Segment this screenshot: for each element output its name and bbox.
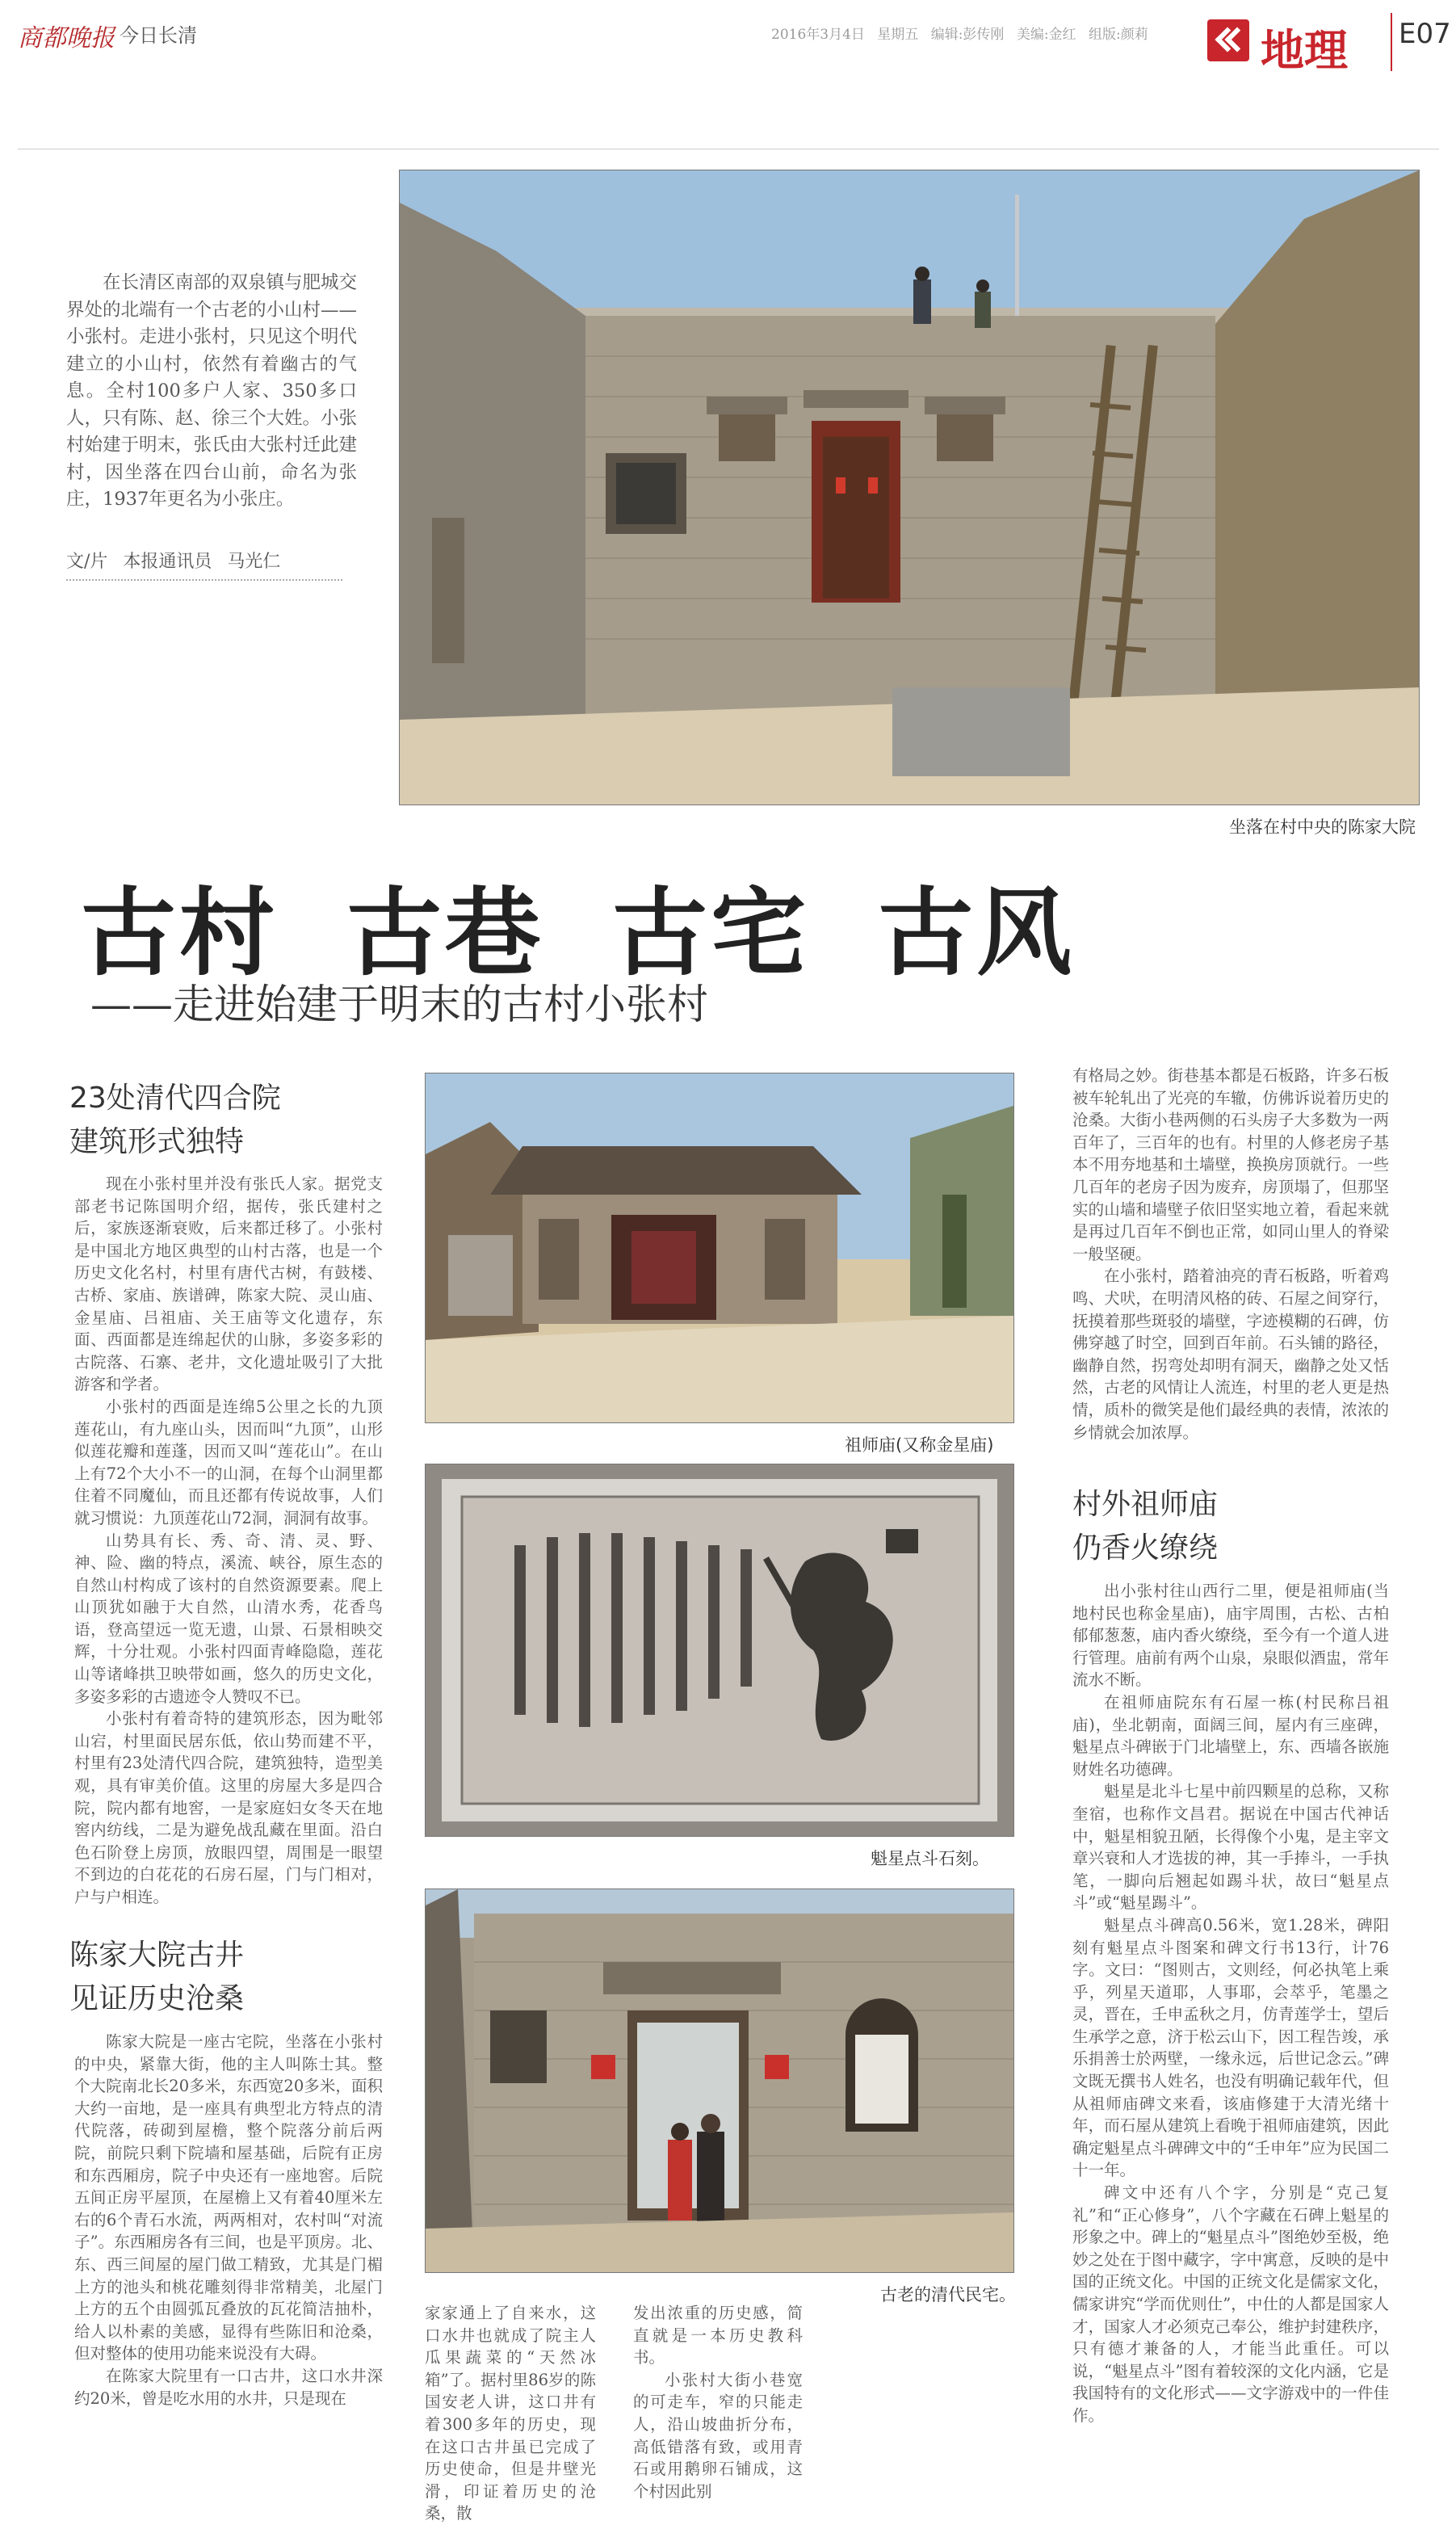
- section-heading-line: 23处清代四合院: [69, 1082, 281, 1115]
- paragraph: 现在小张村里并没有张氏人家。据党支部老书记陈国明介绍，据传，张氏建村之后，家族逐渐衰败，后来都迁移了。小张村是中国北方地区典型的山村古落，也是一个历史文化名村，村里有唐代古树，有鼓楼、古桥、家庙、族谱碑，陈家大院、灵山庙、金星庙、吕祖庙、关王庙等文化遗存，东面、西面都是连绵起伏的山脉，多姿多彩的古院落、石寨、老井，文化遗址吸引了大批游客和学者。: [74, 1174, 383, 1394]
- column-4-text-a: [1072, 1065, 1389, 1443]
- paragraph: 小张村的西面是连绵5公里之长的九顶莲花山，有九座山头，因而叫“九顶”，山形似莲花瓣和莲蓬，因而又叫“莲花山”。在山上有72个大小不一的山洞，在每个山洞里都住着不同魔仙，而且还都有传说故事，人们就习惯说：九顶莲花山72洞，洞洞有故事。: [74, 1397, 383, 1527]
- issue-meta: 2016年3月4日 星期五 编辑:彭传刚 美编:金红 组版:颜莉: [771, 27, 1148, 43]
- newspaper-logo: 商都晚报: [18, 24, 115, 53]
- section-heading-temple: [1072, 1483, 1218, 1570]
- paragraph: 在陈家大院里有一口古井，这口水井深约20米，曾是吃水用的水井，只是现在: [74, 2366, 383, 2408]
- ancestral-temple-photo: [425, 1073, 1014, 1423]
- paragraph: 出小张村往山西行二里，便是祖师庙(当地村民也称金星庙)，庙宇周围，古松、古柏郁郁葱葱，庙内香火缭绕，至今有一个道人进行管理。庙前有两个山泉，泉眼似酒盅，常年流水不断。: [1072, 1582, 1389, 1690]
- column-2-text: [425, 2302, 596, 2525]
- qing-dynasty-house-photo: [425, 1888, 1014, 2273]
- house-photo-caption: 古老的清代民宅。: [880, 2285, 1016, 2304]
- paragraph: 魁星点斗碑高0.56米，宽1.28米，碑阳刻有魁星点斗图案和碑文行书13行，计76字。文曰：“图则古，文则经，何必执笔上乘乎，列星天道耶，人事耶，会萃乎，笔墨之灵，晋在，壬申孟秋之月，仿青莲学士，望后生承学之意，济于松云山下，因工程告竣，承乐捐善士於两壁，一缘永远，后世记念云。”碑文既无撰书人姓名，也没有明确记载年代，但从祖师庙碑文来看，该庙修建于大清光绪十年，而石屋从建筑上看晚于祖师庙建筑，因此确定魁星点斗碑碑文中的“壬申年”应为民国二十一年。: [1072, 1915, 1389, 2180]
- top-photo-caption: 坐落在村中央的陈家大院: [1229, 817, 1416, 837]
- paragraph: 小张村有着奇特的建筑形态，因为毗邻山宕，村里面民居东低，依山势而建不平，村里有23处清代四合院，建筑独特，造型美观，具有审美价值。这里的房屋大多是四合院，院内都有地窖，一是家庭妇女冬天在地窖内纺线，二是为避免战乱藏在里面。沿白色石阶登上房顶，放眼四望，周围是一眼望不到边的白花花的石房石屋，门与门相对，户与户相连。: [74, 1709, 383, 1906]
- subheadline: ——走进始建于明末的古村小张村: [90, 981, 709, 1029]
- column-3-text: [633, 2302, 803, 2502]
- section-name: 今日长清: [120, 24, 197, 47]
- paragraph: 陈家大院是一座古宅院，坐落在小张村的中央，紧靠大街，他的主人叫陈士其。整个大院南北长20多米，东西宽20多米，面积大约一亩地，是一座具有典型北方特点的清代院落，砖砌到屋檐，整个院落分前后两院，前院只剩下院墙和屋基础，后院有正房和东西厢房，院子中央还有一座地窖。后院五间正房平屋顶，在屋檐上又有着40厘米左右的6个青石水流，两两相对，农村叫“对流子”。东西厢房各有三间，也是平顶房。北、东、西三间屋的屋门做工精致，尤其是门楣上方的池头和桃花雕刻得非常精美，北屋门上方的五个由圆弧瓦叠放的瓦花简洁抽朴，给人以朴素的美感，显得有些陈旧和沧桑，但对整体的使用功能来说没有大碍。: [74, 2032, 383, 2363]
- paragraph: 发出浓重的历史感，简直就是一本历史教科书。: [633, 2304, 803, 2367]
- paragraph: 碑文中还有八个字，分别是“克己复礼”和“正心修身”，八个字藏在石碑上魁星的形象之中。碑上的“魁星点斗”图绝妙至极，绝妙之处在于图中藏字，字中寓意，反映的是中国的正统文化。中国的正统文化是儒家文化，儒家讲究“学而优则仕”，中仕的人都是国家人才，国家人才必须克己奉公，维护封建秩序，只有德才兼备的人，才能当此重任。可以说，“魁星点斗”图有着较深的文化内涵，它是我国特有的文化形式——文字游戏中的一件佳作。: [1072, 2183, 1389, 2425]
- kuixing-stone-carving-photo: [425, 1464, 1014, 1837]
- section-heading-line: 见证历史沧桑: [69, 1982, 245, 2015]
- column-1-text-a: [74, 1173, 383, 1909]
- section-heading-line: 陈家大院古井: [69, 1939, 245, 1972]
- channel-name: 地理: [1261, 24, 1348, 76]
- section-heading-line: 建筑形式独特: [69, 1125, 245, 1158]
- paragraph: 在小张村，踏着油亮的青石板路，听着鸡鸣、犬吠，在明清风格的砖、石屋之间穿行，抚摸着那些斑驳的墙壁，字迹模糊的石碑，仿佛穿越了时空，回到百年前。石头铺的路径，幽静自然，拐弯处却明有洞天，幽静之处又恬然，古老的风情让人流连，村里的老人更是热情，质朴的微笑是他们最经典的表情，浓浓的乡情就会加浓厚。: [1072, 1267, 1389, 1442]
- stone-carving-caption: 魁星点斗石刻。: [871, 1849, 989, 1868]
- paragraph: 在祖师庙院东有石屋一栋(村民称吕祖庙)，坐北朝南，面阔三间，屋内有三座碑，魁星点斗碑嵌于门北墙壁上，东、西墙各嵌施财姓名功德碑。: [1072, 1692, 1389, 1779]
- intro-paragraph: 在长清区南部的双泉镇与肥城交界处的北端有一个古老的小山村——小张村。走进小张村，只见这个明代建立的小山村，依然有着幽古的气息。全村100多户人家、350多口人，只有陈、赵、徐三个大姓。小张村始建于明末，张氏由大张村迁此建村，因坐落在四台山前，命名为张庄，1937年更名为小张庄。: [66, 272, 358, 510]
- page-number: E07: [1399, 18, 1451, 50]
- channel-banner: [1207, 13, 1393, 76]
- headline: 古村 古巷 古宅 古风: [81, 877, 1076, 989]
- paragraph: 山势具有长、秀、奇、清、灵、野、神、险、幽的特点，溪流、峡谷，原生态的自然山村构成了该村的自然资源要素。爬上山顶犹如融于大自然，山清水秀，花香鸟语，登高望远一览无遗，山景、石景相映交辉，十分壮观。小张村四面青峰隐隐，莲花山等诸峰拱卫映带如画，悠久的历史文化，多姿多彩的古遗迹令人赞叹不已。: [74, 1531, 383, 1706]
- byline: 文/片 本报通讯员 马光仁: [66, 548, 342, 581]
- temple-photo-caption: 祖师庙(又称金星庙): [845, 1435, 994, 1455]
- section-heading-line: 村外祖师庙: [1072, 1488, 1219, 1521]
- paragraph: 有格局之妙。街巷基本都是石板路，许多石板被车轮轧出了光亮的车辙，仿佛诉说着历史的沧桑。大街小巷两侧的石头房子大多数为一两百年了，三百年的也有。村里的人修老房子基本不用夯地基和土墙壁，换换房顶就行。一些几百年的老房子因为废弃，房顶塌了，但那坚实的山墙和墙壁子依旧坚实地立着，看起来就是再过几百年不倒也正常，如同山里人的脊梁一般坚硬。: [1072, 1066, 1389, 1263]
- column-4-text-b: [1072, 1580, 1389, 2427]
- section-heading-courtyards: [69, 1077, 281, 1164]
- section-heading-line: 仍香火缭绕: [1072, 1531, 1219, 1565]
- chen-family-courtyard-photo: [399, 170, 1420, 805]
- paragraph: 家家通上了自来水，这口水井也就成了院主人瓜果蔬菜的“天然冰箱”了。据村里86岁的陈国安老人讲，这口井有着300多年的历史，现在这口古井虽已完成了历史使命，但是井壁光滑，印证着历史的沧桑，散: [425, 2304, 596, 2523]
- paragraph: 小张村大街小巷宽的可走车，窄的只能走人，沿山坡曲折分布，高低错落有致，或用青石或用鹅卵石铺成，这个村因此别: [633, 2370, 803, 2501]
- double-chevron-icon: [1207, 19, 1249, 61]
- section-heading-old-well: [69, 1934, 244, 2021]
- channel-divider: [1391, 13, 1392, 71]
- column-1-text-b: [74, 2031, 383, 2409]
- paragraph: 魁星是北斗七星中前四颗星的总称，又称奎宿，也称作文昌君。据说在中国古代神话中，魁星相貌丑陋，长得像个小鬼，是主宰文章兴衰和人才选拔的神，其一手捧斗，一手执笔，一脚向后翘起如踢斗状，故曰“魁星点斗”或“魁星踢斗”。: [1072, 1782, 1389, 1913]
